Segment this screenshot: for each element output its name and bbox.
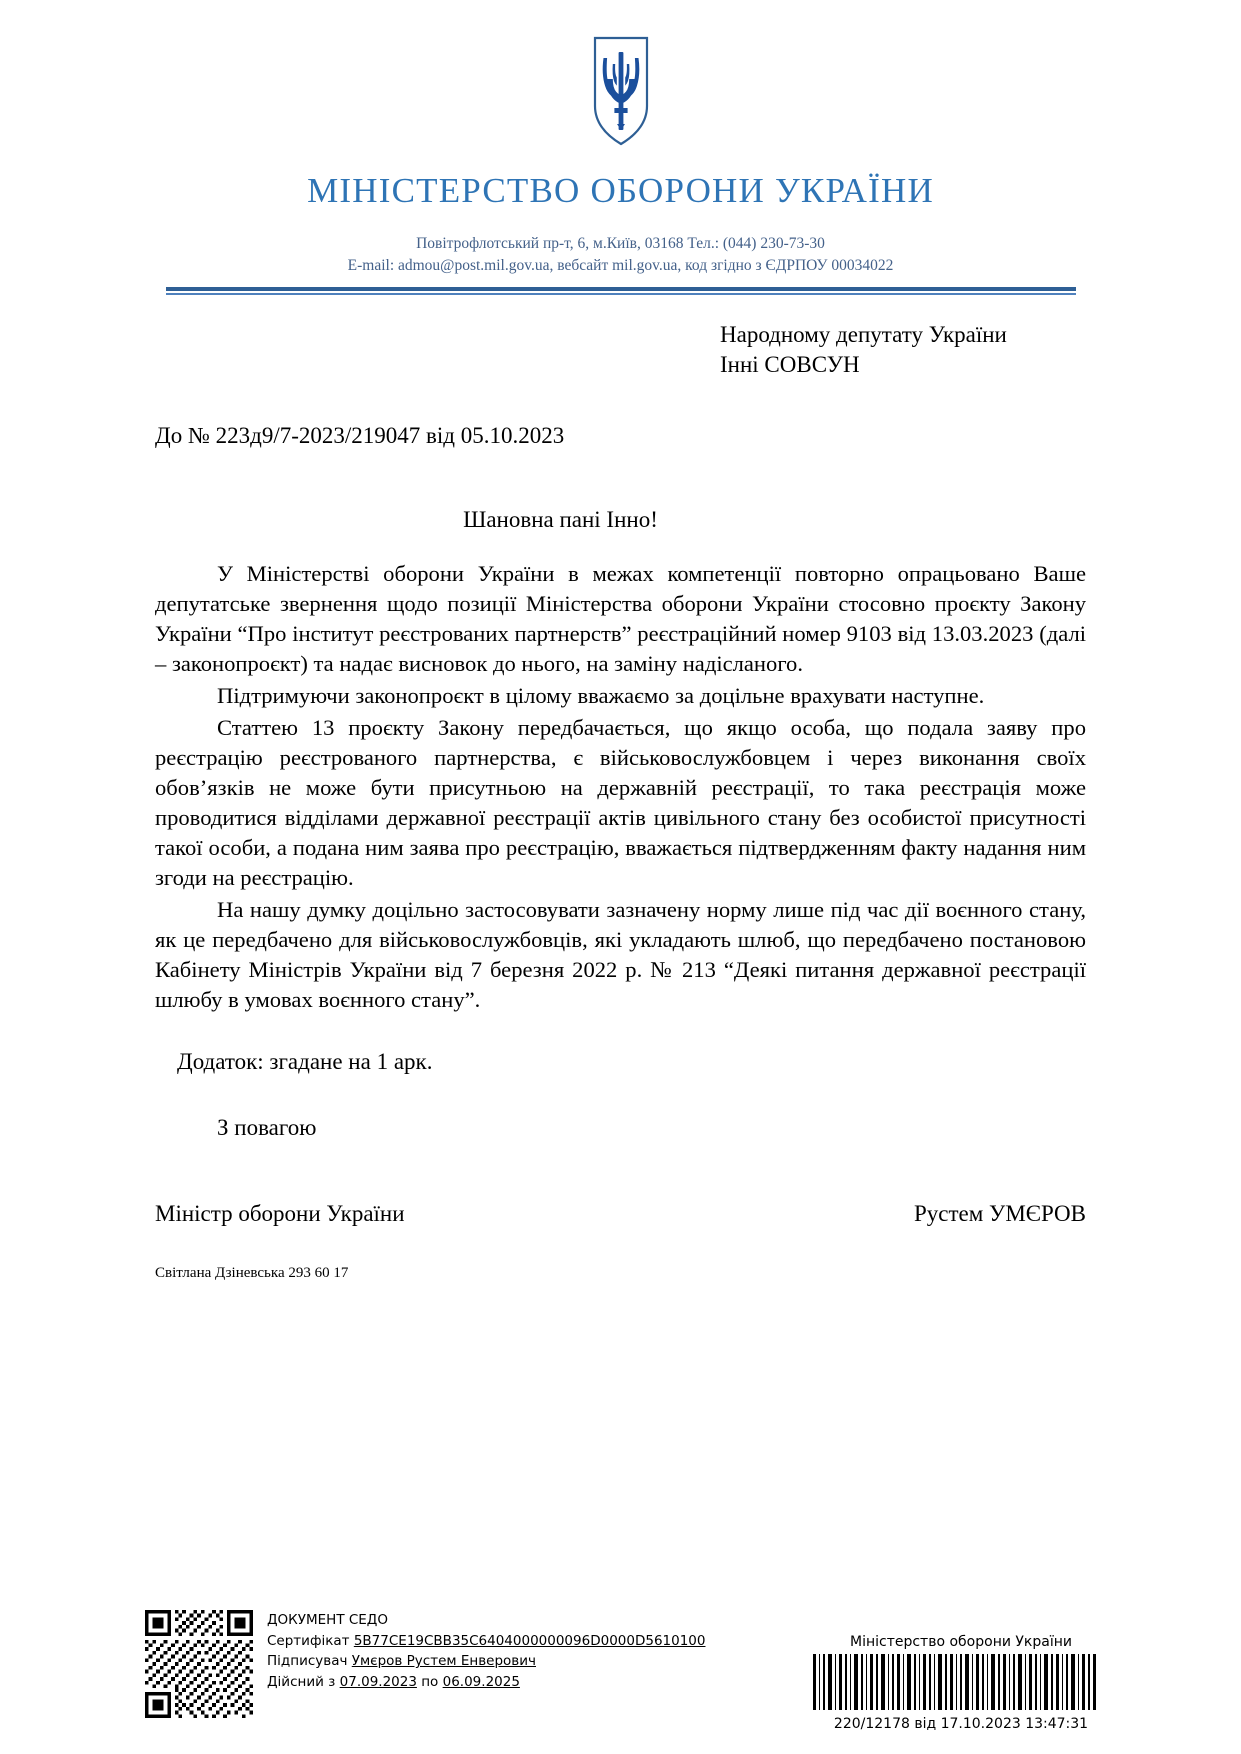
sedo-certificate-row [267, 1631, 705, 1652]
email-website-line: E-mail: admou@post.mil.gov.ua, вебсайт mil.gov.ua, код згідно з ЄДРПОУ 00034022 [347, 256, 894, 274]
divider-thin [166, 293, 1076, 295]
registration-barcode-stamp [811, 1634, 1111, 1732]
body-paragraph-4: На нашу думку доцільно застосовувати зазначену норму лише під час дії воєнного стану, як це передбачено для військовослужбовців, які укладають шлюб, що передбачено постановою Кабінету Міністрів України від 7 березня 2022 р. № 213 “Деякі питання державної реєстрації шлюбу в умовах воєнного стану”. [155, 897, 1086, 1013]
document-footer [0, 1564, 1241, 1754]
signatory-position: Міністр оборони України [155, 1201, 405, 1227]
closing-regards: З повагою [217, 1115, 317, 1141]
executor-contact: Світлана Дзіневська 293 60 17 [155, 1265, 349, 1282]
ukraine-tryzub-emblem-icon [593, 36, 649, 146]
body-paragraph-3: Статтею 13 проєкту Закону передбачається, що якщо особа, що подала заяву про реєстрацію реєстрованого партнерства, є військовослужбовцем і через виконання своїх обов’язків не може бути присутньою на державній реєстрації, то така реєстрація може проводитися відділами державної реєстрації актів цивільного стану без особистої присутності такої особи, а подана ним заява про реєстрацію, вважається підтвердженням факту надання ним згоди на реєстрацію. [155, 714, 1086, 891]
recipient-line-2: Інні СОВСУН [720, 352, 860, 378]
body-paragraph-1: У Міністерстві оборони України в межах компетенції повторно опрацьовано Ваше депутатське звернення щодо позиції Міністерства оборони України стосовно проєкту Закону України “Про інститут реєстрованих партнерств” реєстраційний номер 9103 від 13.03.2023 (далі – законопроєкт) та надає висновок до нього, на заміну надісланого. [155, 560, 1086, 676]
letterhead-contacts [0, 233, 1241, 278]
sedo-text-block [267, 1610, 705, 1692]
qr-code-icon [145, 1610, 253, 1718]
body-paragraph-2: Підтримуючи законопроєкт в цілому вважаємо за доцільне врахувати наступне. [217, 682, 985, 708]
header-divider [166, 287, 1076, 295]
attachment-note: Додаток: згадане на 1 арк. [177, 1049, 433, 1075]
registration-number: 220/12178 від 17.10.2023 13:47:31 [833, 1716, 1089, 1732]
sedo-signature-stamp [145, 1610, 705, 1718]
validity-label: Дійсний з [267, 1673, 336, 1690]
certificate-label: Сертифікат [267, 1632, 350, 1649]
validity-to: 06.09.2025 [442, 1673, 520, 1690]
sedo-title: ДОКУМЕНТ СЕДО [267, 1612, 388, 1628]
sedo-validity-row [267, 1672, 705, 1693]
validity-from: 07.09.2023 [339, 1673, 417, 1690]
signatory-name: Рустем УМЄРОВ [913, 1201, 1086, 1227]
barcode-icon [811, 1654, 1101, 1710]
organization-title: МІНІСТЕРСТВО ОБОРОНИ УКРАЇНИ [307, 171, 934, 210]
certificate-value: 5B77CE19CBB35C6404000000096D0000D5610100 [353, 1632, 706, 1649]
barcode-caption: Міністерство оборони України [850, 1634, 1072, 1650]
reference-number: До № 223д9/7-2023/219047 від 05.10.2023 [155, 422, 565, 448]
signature-block [155, 1201, 1086, 1227]
sedo-signer-row [267, 1651, 705, 1672]
letterhead [0, 0, 1241, 295]
recipient-line-1: Народному депутату України [720, 322, 1007, 347]
signer-value: Умєров Рустем Енверович [351, 1653, 536, 1670]
document-body [155, 300, 1086, 1282]
recipient-block [720, 320, 1086, 381]
salutation: Шановна пані Інно! [463, 506, 658, 532]
signer-label: Підписувач [267, 1653, 348, 1670]
validity-to-label: по [421, 1673, 439, 1690]
address-line: Повітрофлотський пр-т, 6, м.Київ, 03168 Тел.: (044) 230-73-30 [416, 234, 825, 252]
